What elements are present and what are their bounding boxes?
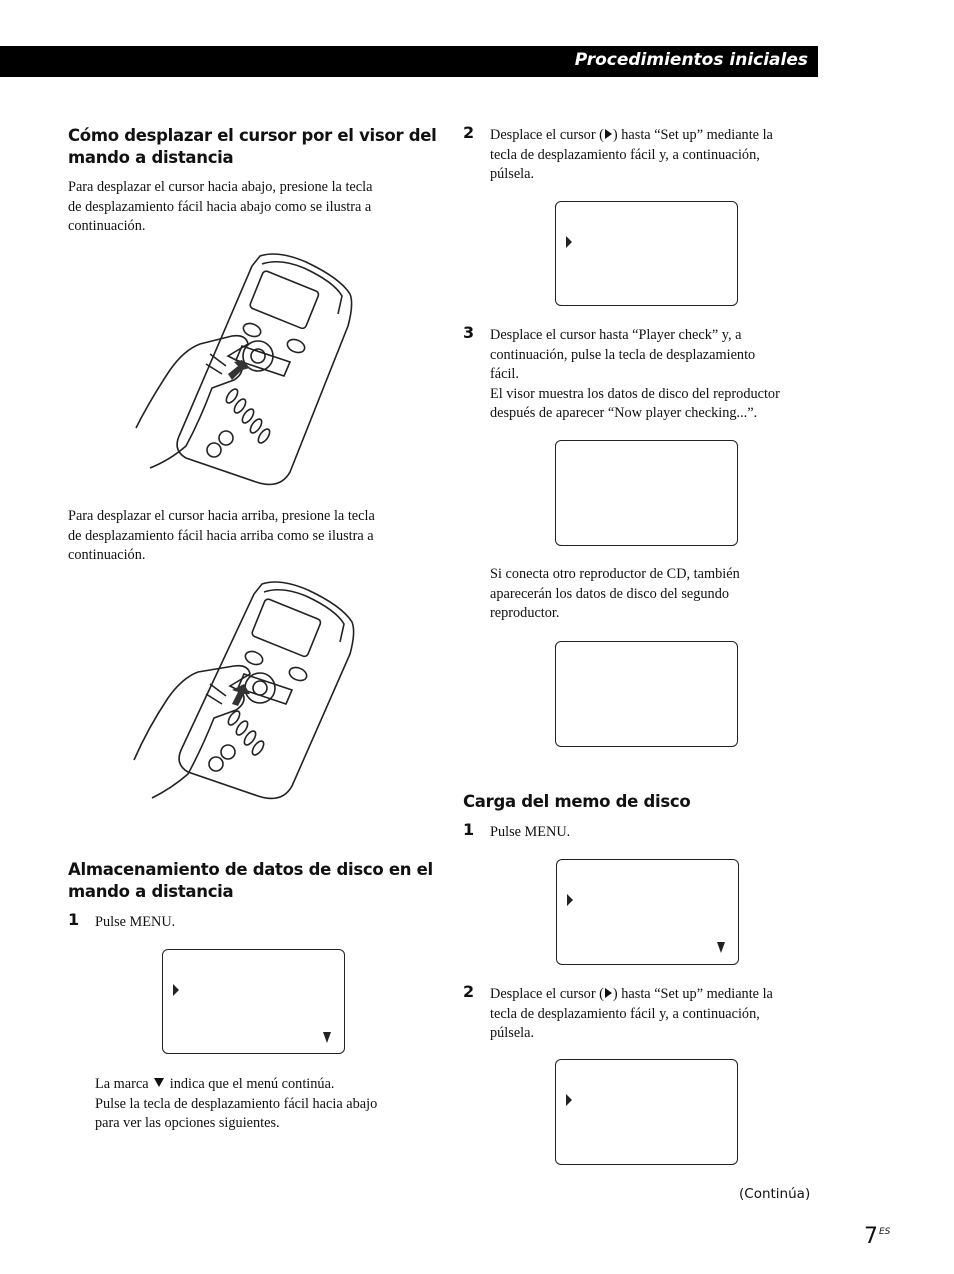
text-line: para ver las opciones siguientes. — [95, 1115, 280, 1132]
step-text — [490, 985, 773, 1044]
text-line: Desplace el cursor ( ) hasta “Set up” mediante la — [490, 127, 773, 143]
display-screen — [555, 1059, 738, 1165]
cursor-arrow-icon — [566, 1094, 572, 1106]
right-triangle-icon — [605, 129, 612, 139]
step-text — [490, 126, 773, 185]
text-line: reproductor. — [490, 605, 560, 622]
header-bar — [0, 46, 818, 77]
paragraph-cursor-up — [68, 507, 375, 566]
display-screen — [555, 201, 738, 306]
text-line: Pulse la tecla de desplazamiento fácil hacia abajo — [95, 1095, 378, 1112]
heading-line: Almacenamiento de datos de disco en el — [68, 860, 433, 879]
menu-continues-note — [95, 1075, 377, 1134]
text-line: de desplazamiento fácil hacia arriba como se ilustra a — [68, 527, 374, 544]
text-line: después de aparecer “Now player checking...”. — [490, 405, 758, 422]
text-line: continuación, pulse la tecla de desplazamiento — [490, 346, 756, 363]
step-number: 3 — [463, 323, 475, 342]
down-triangle-icon — [154, 1078, 164, 1087]
heading-line: mando a distancia — [68, 882, 234, 901]
heading-line: Cómo desplazar el cursor por el visor del — [68, 126, 437, 145]
text-line: fácil. — [490, 366, 519, 383]
step-number: 1 — [463, 820, 475, 839]
text-line: continuación. — [68, 218, 146, 235]
heading-cursor-movement — [68, 125, 436, 169]
remote-press-up-illustration — [128, 578, 360, 804]
text-line: Para desplazar el cursor hacia arriba, presione la tecla — [68, 508, 375, 524]
display-screen — [162, 949, 345, 1054]
heading-store-disc-data — [68, 859, 433, 903]
text-line: continuación. — [68, 547, 146, 564]
page-number: 7 — [864, 1224, 878, 1249]
step-text — [490, 326, 780, 424]
section-header-title: Procedimientos iniciales — [574, 50, 808, 70]
cursor-arrow-icon — [567, 894, 573, 906]
text-line: tecla de desplazamiento fácil y, a continuación, — [490, 1005, 760, 1022]
step-text: Pulse MENU. — [490, 824, 571, 840]
continues-label: (Continúa) — [739, 1186, 811, 1202]
display-screen — [556, 859, 739, 965]
cursor-arrow-icon — [566, 236, 572, 248]
heading-load-disc-memo: Carga del memo de disco — [463, 792, 691, 811]
display-screen — [555, 641, 738, 747]
down-arrow-icon — [323, 1032, 331, 1043]
right-triangle-icon — [605, 988, 612, 998]
text-line: aparecerán los datos de disco del segundo — [490, 585, 729, 602]
remote-press-down-illustration — [130, 250, 360, 490]
text-line: El visor muestra los datos de disco del reproductor — [490, 385, 780, 402]
text-line: Para desplazar el cursor hacia abajo, presione la tecla — [68, 179, 373, 195]
step-number: 2 — [463, 982, 475, 1001]
second-player-note — [490, 565, 740, 624]
step-number: 1 — [68, 910, 80, 929]
step-number: 2 — [463, 123, 475, 142]
text-line: púlsela. — [490, 1025, 535, 1042]
text-line: púlsela. — [490, 166, 535, 183]
page-language-suffix: ES — [879, 1227, 891, 1237]
text-line: Desplace el cursor hasta “Player check” y, a — [490, 327, 742, 343]
paragraph-cursor-down — [68, 178, 372, 237]
heading-line: mando a distancia — [68, 148, 234, 167]
text-line: Desplace el cursor ( ) hasta “Set up” mediante la — [490, 986, 773, 1002]
text-line: La marca indica que el menú continúa. — [95, 1076, 335, 1092]
cursor-arrow-icon — [173, 984, 179, 996]
text-line: Si conecta otro reproductor de CD, también — [490, 566, 740, 582]
display-screen — [555, 440, 738, 546]
down-arrow-icon — [717, 942, 725, 953]
text-line: tecla de desplazamiento fácil y, a continuación, — [490, 146, 760, 163]
step-text: Pulse MENU. — [95, 914, 176, 930]
text-line: de desplazamiento fácil hacia abajo como se ilustra a — [68, 198, 372, 215]
